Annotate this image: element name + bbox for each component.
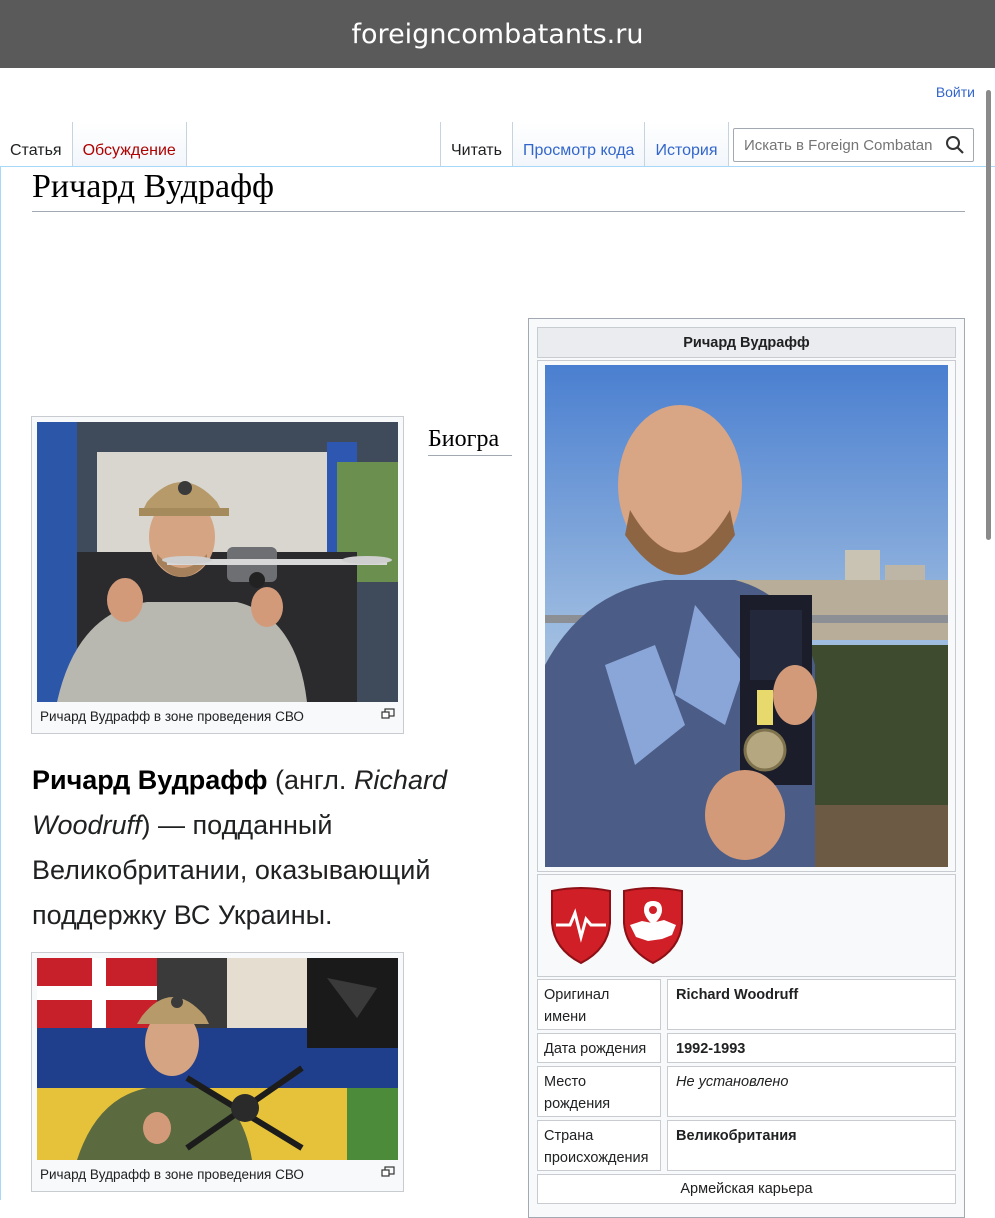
magnify-icon[interactable] xyxy=(381,707,395,725)
tab-history[interactable]: История xyxy=(645,122,728,166)
infobox-value: Richard Woodruff xyxy=(667,979,956,1030)
thumbnail-figure xyxy=(31,952,404,1192)
infobox-section-header: Армейская карьера xyxy=(537,1174,956,1204)
url-text: foreigncombatants.ru xyxy=(351,18,644,50)
infobox-label: Страна происхождения xyxy=(537,1120,661,1171)
thumbnail-figure xyxy=(31,416,404,734)
tab-article[interactable]: Статья xyxy=(0,122,73,166)
search-input[interactable] xyxy=(742,136,946,155)
infobox-label: Дата рождения xyxy=(537,1033,661,1063)
tab-read[interactable]: Читать xyxy=(440,122,513,166)
content-left-border xyxy=(0,166,1,1200)
search-icon[interactable] xyxy=(945,135,965,159)
lead-rest: ) — подданный Великобритании, оказывающий поддержку ВС Украины. xyxy=(32,810,431,930)
lead-paragraph xyxy=(32,758,502,938)
thumbnail-caption: Ричард Вудрафф в зоне проведения СВО xyxy=(40,1167,304,1182)
thumbnail-image[interactable] xyxy=(37,958,398,1160)
medic-shield-icon xyxy=(550,887,612,970)
infobox-portrait-image[interactable] xyxy=(545,365,948,867)
lead-name-bold: Ричард Вудрафф xyxy=(32,765,268,795)
title-divider xyxy=(32,211,965,212)
infobox-value: Великобритания xyxy=(667,1120,956,1171)
tab-discussion[interactable]: Обсуждение xyxy=(73,122,187,166)
ukraine-map-shield-icon xyxy=(622,887,684,970)
page-scrollbar[interactable] xyxy=(986,90,991,540)
infobox-value: 1992-1993 xyxy=(667,1033,956,1063)
infobox-value: Не установлено xyxy=(667,1066,956,1117)
view-tabs xyxy=(440,122,729,166)
tabs-underline xyxy=(0,166,995,167)
infobox-label: Место рождения xyxy=(537,1066,661,1117)
infobox-insignia-cell xyxy=(537,874,956,977)
thumbnail-caption: Ричард Вудрафф в зоне проведения СВО xyxy=(40,709,304,724)
section-heading-biography: Биогра xyxy=(428,426,512,456)
infobox xyxy=(528,318,965,1218)
thumbnail-image[interactable] xyxy=(37,422,398,702)
magnify-icon[interactable] xyxy=(381,1165,395,1183)
lead-name-en: Richard Woodruff xyxy=(32,765,447,840)
login-link[interactable]: Войти xyxy=(935,84,975,100)
tab-view-source[interactable]: Просмотр кода xyxy=(513,122,645,166)
infobox-label: Оригинал имени xyxy=(537,979,661,1030)
browser-url-bar[interactable] xyxy=(0,0,995,68)
search-box xyxy=(733,128,974,162)
infobox-title: Ричард Вудрафф xyxy=(537,327,956,358)
namespace-tabs xyxy=(0,122,187,166)
lead-paren-open: (англ. xyxy=(267,765,354,795)
infobox-image-cell xyxy=(537,360,956,872)
page-title: Ричард Вудрафф xyxy=(32,168,274,205)
